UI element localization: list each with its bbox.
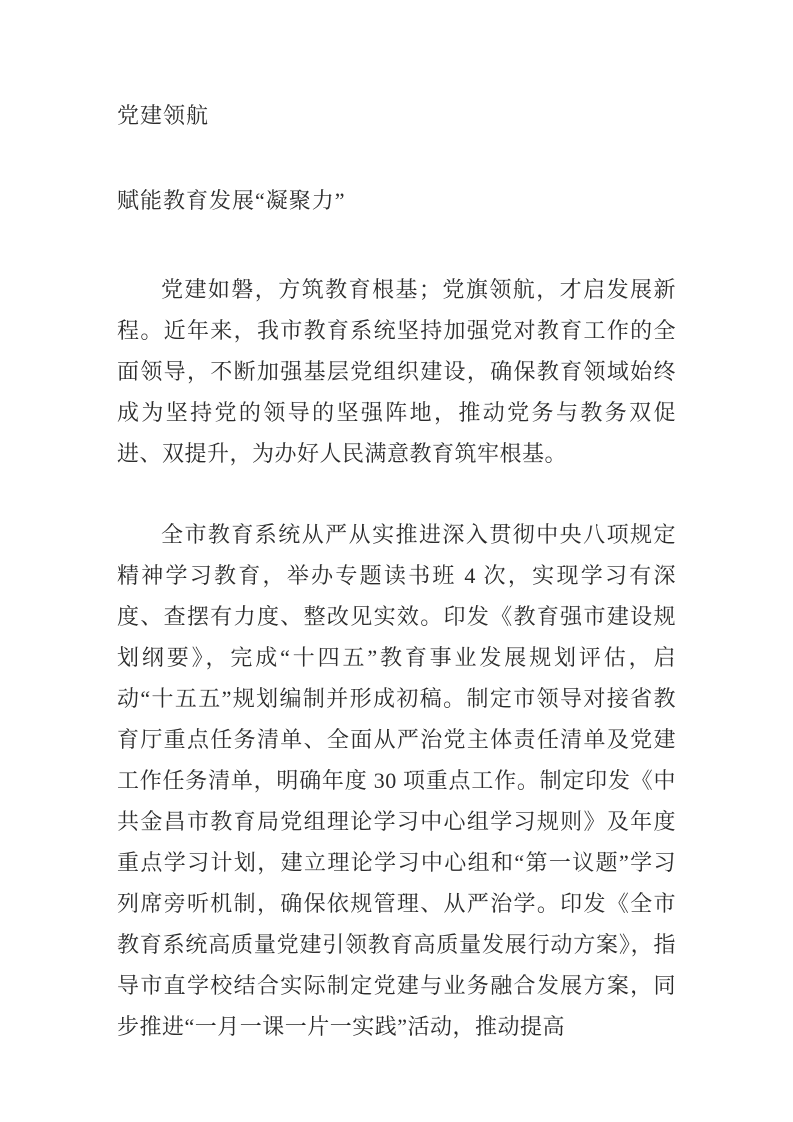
document-title: 党建领航 [117, 103, 210, 128]
paragraph-intro: 党建如磐，方筑教育根基；党旗领航，才启发展新程。近年来，我市教育系统坚持加强党对教育工作的全面领导，不断加强基层党组织建设，确保教育领域始终成为坚持党的领导的坚强阵地，推动党务与教务双促进、双提升，为办好人民满意教育筑牢根基。 [117, 277, 676, 466]
paragraph-measures: 全市教育系统从严从实推进深入贯彻中央八项规定精神学习教育，举办专题读书班 4 次，实现学习有深度、查摆有力度、整改见实效。印发《教育强市建设规划纲要》，完成“十四五”教育事业发展规划评估，启动“十五五”规划编制并形成初稿。制定市领导对接省教育厅重点任务清单、全面从严治党主体责任清单及党建工作任务清单，明确年度 30 项重点工作。制定印发《中共金昌市教育局党组理论学习中心组学习规则》及年度重点学习计划，建立理论学习中心组和“第一议题”学习列席旁听机制，确保依规管理、从严治学。印发《全市教育系统高质量党建引领教育高质量发展行动方案》，指导市直学校结合实际制定党建与业务融合发展方案，同步推进“一月一课一片一实践”活动，推动提高 [117, 522, 676, 1039]
document-subtitle: 赋能教育发展“凝聚力” [117, 188, 346, 213]
document-text-column [117, 96, 676, 1047]
